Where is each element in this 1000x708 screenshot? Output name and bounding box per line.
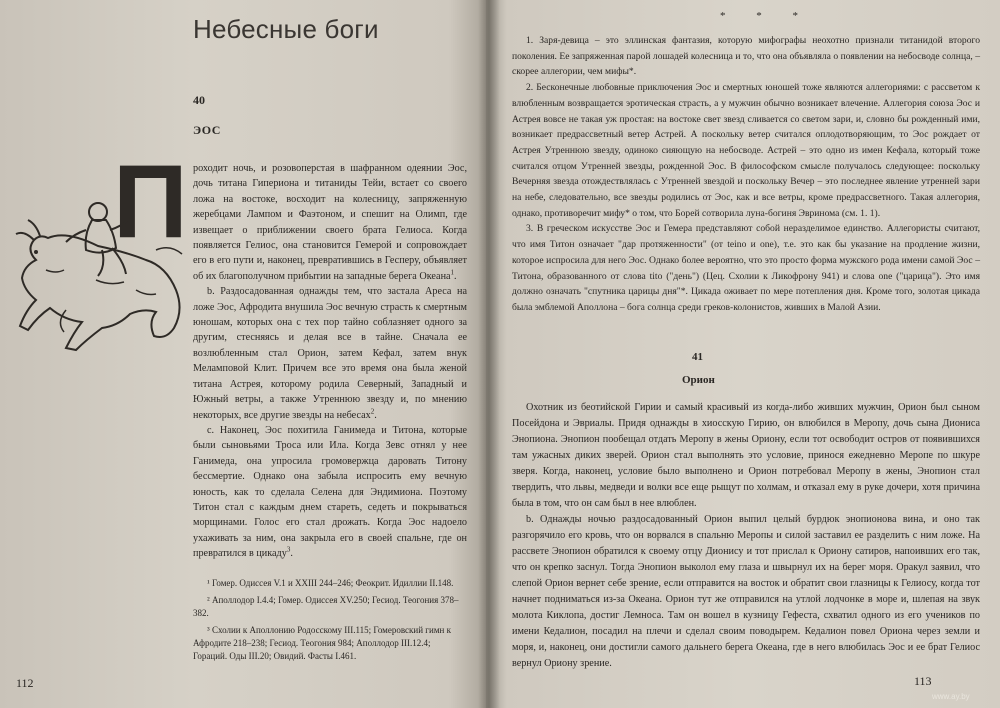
footnote-1: ¹ Гомер. Одиссея V.1 и XXIII 244–246; Феокрит. Идиллии II.148. bbox=[207, 578, 454, 588]
page-number-right: 113 bbox=[914, 674, 932, 688]
footnote-ref-2: 2 bbox=[370, 407, 375, 416]
note-3: 3. В греческом искусстве Эос и Гемера представляют собой неразделимое единство. Аллегористы считают, что имя Титон означает "дар протяженности" (от teino и one), т.е. это как бы указание на продление жизни, которое испросила для него Эос. Однако более вероятно, что это просто форма мужского рода имени самой Эос – Титона, образованного от слова tito ("день") (Цец. Схолии к Ликофрону 941) и слова one ("царица"). Это имя должно означать "спутника царицы дня"*. Цикада оживает по мере потепления дня. Кроме того, золотая цикада была эмблемой Аполлона – бога солнца среди греков-колонистов, живших в Малой Азии. bbox=[512, 223, 980, 313]
page-number-left: 112 bbox=[16, 676, 34, 690]
paragraph-a: роходит ночь, и розовоперстая в шафранном одеянии Эос, дочь титана Гипериона и титаниды Тейи, встает со своего ложа на востоке, восходит на колесницу, запряженную жеребцами Лампом и Фаэтоном, и спешит на Олимп, где извещает о приближении своего брата Гелиоса. Когда появляется Гелиос, она становится Гемерой и сопровождает его в его пути и, наконец, превратившись в Гесперу, объявляет об их благополучном прибытии на западные берега Океана$^1$. b. Раздосадованная однажды тем, что застала Ареса на ложе Эос, Афродита внушила Эос вечную страсть к смертным юношам, которых она с тех пор тайно соблазняет одного за другим, стесняясь и делая все в тайне. Сначала ее возлюбленным стал Орион, затем Кефал, затем внук Меламповой Клит. Причем все это время она была женой титана Астрея, которому родила Северный, Западный и Южный ветры, а также Утреннюю звезду и, по мнению некоторых, все другие звезды на небесах$^2$. c. Наконец, Эос похитила Ганимеда и Титона, которые были сыновьями Троса или Ила. Когда Зевс отнял у нее Ганимеда, она упросила громовержца даровать Титону бессмертие. Однако она забыла испросить ему вечную юность, как то сделала Селена для Эндимиона. Поэтому Титон стал с каждым днем стареть, седеть и покрываться морщинами. Голос его стал дрожать. Когда Эос надоело ухаживать за ним, она закрыла его в своей спальне, где он превратился в цикаду$^3$. bbox=[193, 163, 467, 560]
note-2: 2. Бесконечные любовные приключения Эос и смертных юношей тоже являются аллегориями: с рассветом к влюбленным возвращается эротическая страсть, а у мужчин обычно возникает влечение. Аллегория союза Эос и Астрея вовсе не такая уж простая: на востоке свет звезд сливается со светом зари, и, словно бы рожденный ими, возникает предрассветный ветер Астрей. А поскольку ветер считался оплодотворяющим, то Эос рождает от Астрея Утреннюю звезду, одиноко сияющую на небосводе. Астрей – это одно из имен Кефала, который тоже считался отцом Утренней звезды, рожденной Эос. В философском смысле получалось следующее: поскольку Вечерняя звезда отождествлялась с Утренней звездой и поскольку Вечер – это последнее явление утренней зари на небе, следовательно, все звезды родились от Эос, как и все ветры, кроме предрассветного. Такая аллегория, однако, противоречит мифу* о том, что Борей сотворила луна-богиня Эвринома (см. 1. 1). bbox=[512, 82, 980, 219]
section-title-orion: Орион bbox=[682, 374, 715, 386]
paragraph-a-text: роходит ночь, и розовоперстая в шафранном одеянии Эос, дочь титана Гипериона и титаниды Тейи, встает со своего ложа на востоке, восходит на колесницу, запряженную жеребцами Лампом и Фаэтоном, и спешит на Олимп, где извещает о приближении своего брата Гелиоса. Когда появляется Гелиос, она становится Гемерой и сопровождает его в его пути и, наконец, превратившись в Гесперу, объявляет об их благополучном прибытии на западные берега Океана bbox=[193, 163, 467, 282]
book-gutter bbox=[478, 0, 500, 708]
orion-paragraph-b: b. Однажды ночью раздосадованный Орион выпил целый бурдюк энопионова вина, и оно так разгорячило его кровь, что он ворвался в спальню Меропы и силой заставил ее разделить с ним ложе. На рассвете Энопион обратился к своему отцу Дионису и тот прислал к Ориону сатиров, напоивших его так, что он крепко заснул. Тогда Энопион выколол ему глаза и швырнул их на берег моря. Оракул заявил, что слепой Орион вернет себе зрение, если отправится на восток и обратит свои глазницы к Гелиосу, когда тот начнет подниматься из-за Океана. Орион тут же отправился на утлой лодчонке в море и, шлепая на звук молота Киклопа, достиг Лемноса. Там он вошел в кузницу Гефеста, схватил одного из его учеников по имени Кедалион, посадил на плечи и сделал своим поводырем. Кедалион повел Ориона через земли и моря, и, наконец, они достигли самого дальнего берега Океана, где в него влюбилась Эос и ее брат Гелиос вернул Ориону зрение. bbox=[512, 514, 980, 669]
drop-cap: П bbox=[113, 144, 188, 260]
commentary-notes bbox=[512, 33, 980, 316]
chapter-title: Небесные боги bbox=[193, 14, 379, 44]
footnotes bbox=[193, 577, 463, 667]
footnote-ref-3: 3 bbox=[286, 545, 291, 554]
paragraph-b-text: b. Раздосадованная однажды тем, что застала Ареса на ложе Эос, Афродита внушила Эос вечную страсть к смертным юношам, которых она с тех пор тайно соблазняет одного за другим, стесняясь и делая все в тайне. Сначала ее возлюбленным стал Орион, затем Кефал, затем внук Меламповой Клит. Причем все это время она была женой титана Астрея, которому родила Северный, Западный и Южный ветры, а также Утреннюю звезду и, по мнению некоторых, все другие звезды на небесах bbox=[193, 286, 467, 421]
watermark: www.ay.by bbox=[932, 692, 970, 701]
section-number: 40 bbox=[193, 93, 205, 107]
section-number-41: 41 bbox=[692, 351, 703, 363]
note-1: 1. Заря-девица – это эллинская фантазия, которую мифографы неохотно признали титанидой второго поколения. Ее запряженная парой лошадей колесница и то, что она объявляла о появлении на небосводе солнца, – скорее аллегории, чем мифы*. bbox=[512, 35, 980, 78]
footnote-2: ² Аполлодор I.4.4; Гомер. Одиссея XV.250; Гесиод. Теогония 378–382. bbox=[193, 595, 459, 618]
section-divider: * * * bbox=[720, 10, 812, 22]
right-page bbox=[486, 0, 1000, 708]
orion-paragraph-a: Охотник из беотийской Гирии и самый красивый из когда-либо живших мужчин, Орион был сыном Посейдона и Эвриалы. Придя однажды в хиосскую Гирию, он влюбился в Меропу, дочь сына Диониса Энопиона. Энопион пообещал отдать Меропу в жены Ориону, если тот освободит остров от появившихся там ужасных диких зверей. Орион стал выполнять это условие, принося ежедневно Меропе по шкуре зверя. Когда, наконец, условие было выполнено и Орион потребовал Меропу в жены, Энопион стал твердить, что львы, медведи и волки все еще рыщут по холмам, и отказал ему в руке дочери, хотя причина была в том, что он сам был в нее влюблен. bbox=[512, 402, 980, 509]
section-title: ЭОС bbox=[193, 123, 221, 137]
footnote-ref-1: 1 bbox=[450, 268, 455, 277]
orion-body bbox=[512, 400, 980, 672]
eos-on-bull-illustration bbox=[6, 190, 192, 360]
paragraph-c-text: c. Наконец, Эос похитила Ганимеда и Титона, которые были сыновьями Троса или Ила. Когда Зевс отнял у нее Ганимеда, она упросила громовержца даровать Титону бессмертие. Однако она забыла испросить ему вечную юность, как то сделала Селена для Эндимиона. Поэтому Титон стал с каждым днем стареть, седеть и покрываться морщинами. Голос его стал дрожать. Когда Эос надоело ухаживать за ним, она закрыла его в своей спальне, где он превратился в цикаду bbox=[193, 424, 467, 560]
left-page bbox=[0, 0, 488, 708]
footnote-3: ³ Схолии к Аполлонию Родосскому III.115; Гомеровский гимн к Афродите 218–238; Гесиод. Теогония 984; Аполлодор III.12.4; Гораций. Оды III.20; Овидий. Фасты I.461. bbox=[193, 625, 451, 661]
